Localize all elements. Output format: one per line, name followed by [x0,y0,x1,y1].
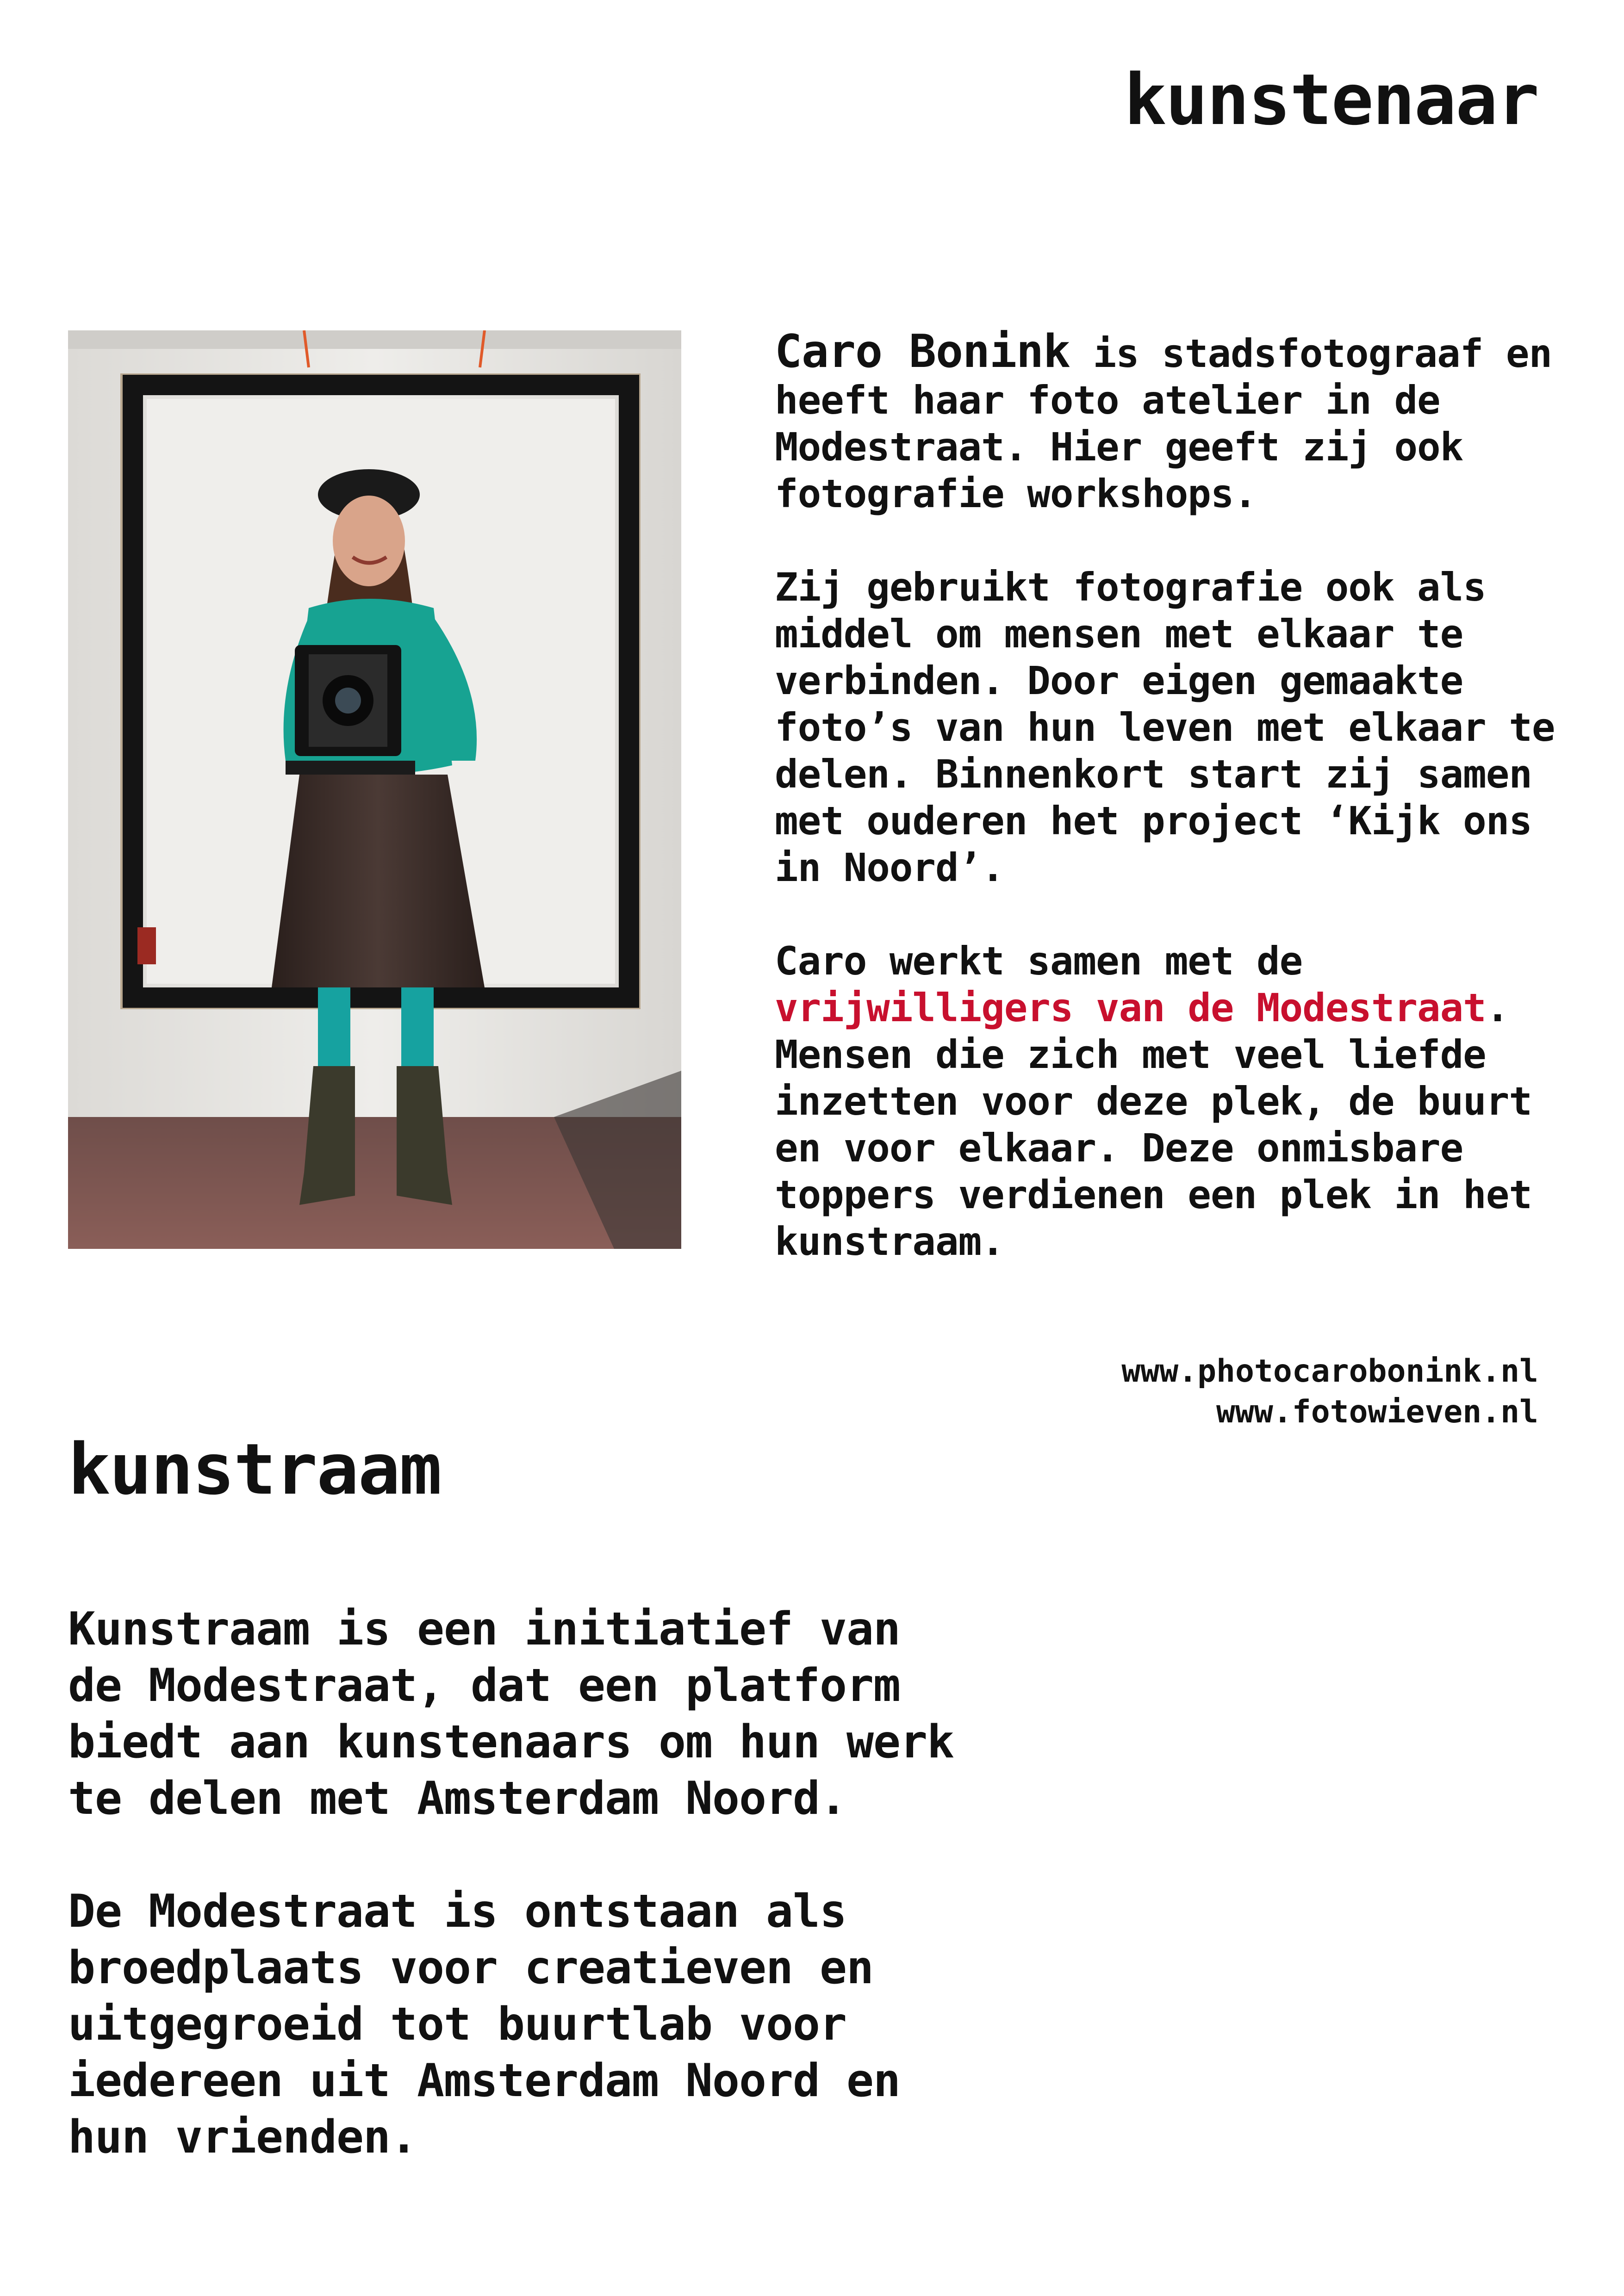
website-links [1121,1351,1538,1433]
bio-paragraph-3-rest: . Mensen die zich met veel liefde inzetten voor deze plek, de buurt en voor elkaar. Deze onmisbare toppers verdienen een plek in het kunstraam. [775,985,1532,1264]
volunteers-link[interactable]: vrijwilligers van de Modestraat [775,985,1486,1030]
kunstraam-paragraph-2: De Modestraat is ontstaan als broedplaats voor creatieven en uitgegroeid tot buurtlab voor iedereen uit Amsterdam Noord en hun vrienden. [68,1885,901,2164]
section-title-kunstraam: kunstraam [68,1428,441,1510]
website-link-photocarobonink[interactable]: www.photocarobonink.nl [1121,1353,1538,1390]
artist-bio [775,325,1562,1312]
artist-photo [68,330,681,1249]
bio-paragraph-3-start: Caro werkt samen met de [775,938,1303,984]
website-link-fotowieven[interactable]: www.fotowieven.nl [1216,1394,1538,1430]
bio-paragraph-1 [775,325,1562,517]
bio-paragraph-2: Zij gebruikt fotografie ook als middel om mensen met elkaar te verbinden. Door eigen gemaakte foto’s van hun leven met elkaar te delen. Binnenkort start zij samen met ouderen het project ‘Kijk ons in Noord’. [775,565,1555,890]
kunstraam-paragraph-1: Kunstraam is een initiatief van de Modestraat, dat een platform biedt aan kunstenaars om hun werk te delen met Amsterdam Noord. [68,1603,954,1825]
kunstraam-intro [68,1601,971,2222]
artist-name: Caro Bonink [775,325,1070,378]
bio-paragraph-3 [775,938,1562,1265]
bio-paragraph-1-text: is stadsfotograaf en heeft haar foto atelier in de Modestraat. Hier geeft zij ook fotografie workshops. [775,331,1552,516]
page-title: kunstenaar [1124,59,1538,141]
